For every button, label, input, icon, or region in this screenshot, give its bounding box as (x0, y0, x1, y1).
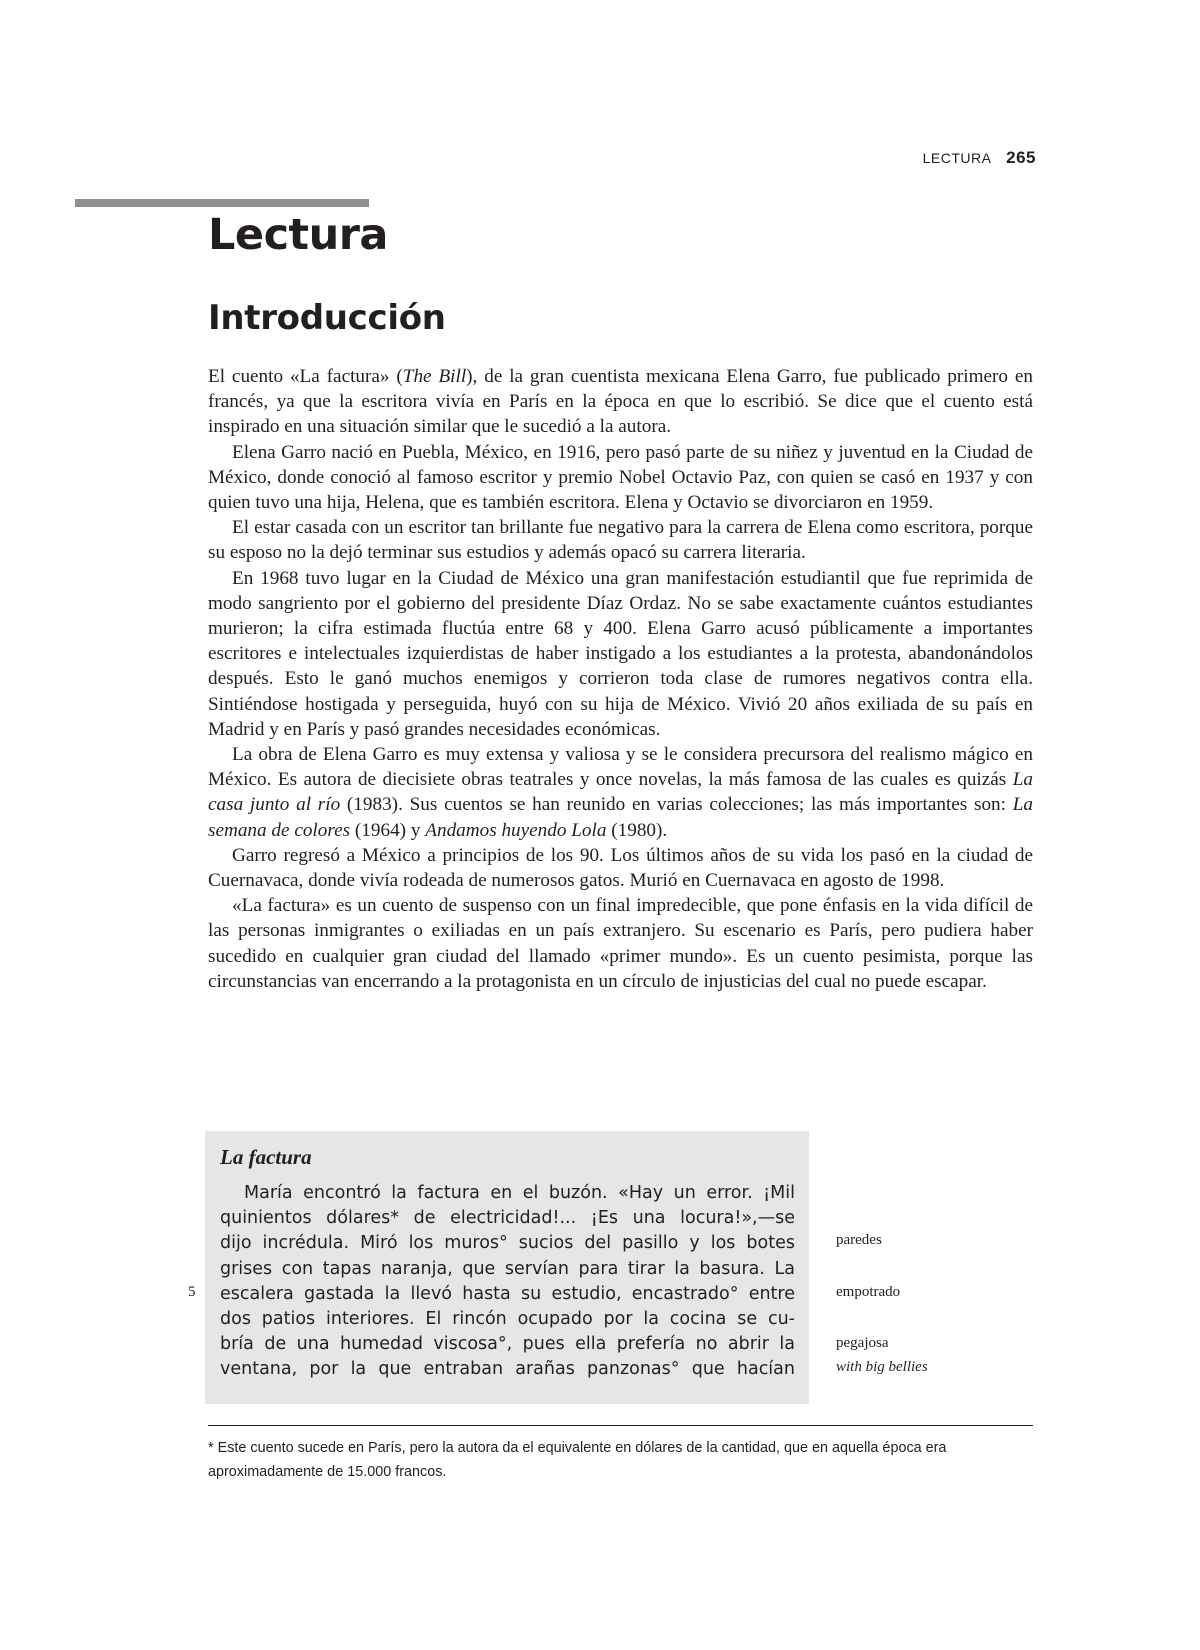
line-number: 5 (188, 1284, 196, 1300)
reading-line: dos patios interiores. El rincón ocupado por la cocina se cu- (220, 1309, 795, 1330)
text-run: (1980). (606, 819, 668, 841)
book-title: La casa junto al río (208, 769, 1033, 816)
reading-title: La factura (220, 1145, 312, 1169)
section-subtitle: Introducción (208, 298, 446, 338)
reading-line: quinientos dólares* de electricidad!... ¡Es una locura!»,—se (220, 1208, 795, 1229)
reading-line: María encontró la factura en el buzón. «Hay un error. ¡Mil (244, 1183, 795, 1203)
running-header-section: LECTURA (922, 150, 992, 166)
text-run: ), de la gran cuentista mexicana Elena Garro, fue publicado primero en francés, ya que la escritora vivía en París en la época en que lo escribió. Se dice que el cuento está inspirado en una situación similar que le sucedió a la autora. (208, 366, 1033, 438)
section-rule (75, 199, 369, 207)
reading-line: bría de una humedad viscosa°, pues ella prefería no abrir la (220, 1334, 795, 1355)
introduction-text (208, 364, 1033, 994)
intro-paragraph-3: El estar casada con un escritor tan brillante fue negativo para la carrera de Elena como escritora, porque su esposo no la dejó terminar sus estudios y además opacó su carrera literaria. (208, 517, 1033, 564)
gloss-empotrado: empotrado (836, 1284, 901, 1300)
footnote: * Este cuento sucede en París, pero la autora da el equivalente en dólares de la cantidad, que en aquella época era aproximadamente de 15.000 francos. (208, 1440, 947, 1480)
footnote-rule (208, 1425, 1033, 1426)
book-title: La semana de colores (208, 794, 1033, 841)
page-number: 265 (1006, 148, 1036, 167)
running-header (923, 148, 1036, 168)
gloss-paredes: paredes (836, 1232, 882, 1248)
intro-paragraph-7: «La factura» es un cuento de suspenso con un final impredecible, que pone énfasis en la vida difícil de las personas inmigrantes o exiliadas en un país extranjero. Su escenario es París, pero pudiera haber sucedido en cualquier gran ciudad del llamado «primer mundo». Es un cuento pesimista, porque las circunstancias van encerrando a la protagonista en un círculo de injusticias del cual no puede escapar. (208, 895, 1033, 992)
intro-paragraph-6: Garro regresó a México a principios de los 90. Los últimos años de su vida los pasó en la ciudad de Cuernavaca, donde vivía rodeada de numerosos gatos. Murió en Cuernavaca en agosto de 1998. (208, 844, 1033, 892)
page-title: Lectura (208, 210, 388, 260)
book-title: Andamos huyendo Lola (425, 819, 607, 841)
reading-line: dijo incrédula. Miró los muros° sucios del pasillo y los botes (220, 1233, 795, 1254)
intro-paragraph-5 (208, 742, 1033, 843)
intro-paragraph-2: Elena Garro nació en Puebla, México, en 1916, pero pasó parte de su niñez y juventud en la Ciudad de México, donde conoció al famoso escritor y premio Nobel Octavio Paz, con quien se casó en 1937 y con quien tuvo una hija, Helena, que es también escritora. Elena y Octavio se divorciaron en 1959. (208, 441, 1033, 514)
text-run: La obra de Elena Garro es muy extensa y valiosa y se le considera precursora del realismo mágico en México. Es autora de diecisiete obras teatrales y once novelas, la más famosa de las cuales es quizás (208, 744, 1033, 791)
gloss-pegajosa: pegajosa (836, 1335, 889, 1351)
reading-line: grises con tapas naranja, que servían para tirar la basura. La (220, 1258, 795, 1279)
text-run: (1983). Sus cuentos se han reunido en varias colecciones; las más importantes son: (340, 794, 1013, 816)
english-title: The Bill (402, 366, 467, 387)
intro-paragraph-1 (208, 364, 1033, 440)
text-run: (1964) y (350, 819, 426, 841)
reading-line: ventana, por la que entraban arañas panzonas° que hacían (220, 1359, 795, 1380)
intro-paragraph-4: En 1968 tuvo lugar en la Ciudad de México una gran manifestación estudiantil que fue reprimida de modo sangriento por el gobierno del presidente Díaz Ordaz. No se sabe exactamente cuántos estudiantes murieron; la cifra estimada fluctúa entre 68 y 400. Elena Garro acusó públicamente a importantes escritores e intelectuales izquierdistas de haber instigado a los estudiantes a la protesta, abandonándolos después. Esto le ganó muchos enemigos y corrieron toda clase de rumores negativos contra ella. Sintiéndose hostigada y perseguida, huyó con su hija de México. Vivió 20 años exiliada de su país en Madrid y en París y pasó grandes necesidades económicas. (208, 567, 1033, 740)
gloss-with-big-bellies: with big bellies (836, 1359, 928, 1375)
reading-text (220, 1181, 795, 1383)
text-run: El cuento «La factura» ( (208, 366, 403, 387)
reading-line: escalera gastada la llevó hasta su estudio, encastrado° entre (220, 1283, 795, 1304)
reading-box (205, 1131, 809, 1404)
